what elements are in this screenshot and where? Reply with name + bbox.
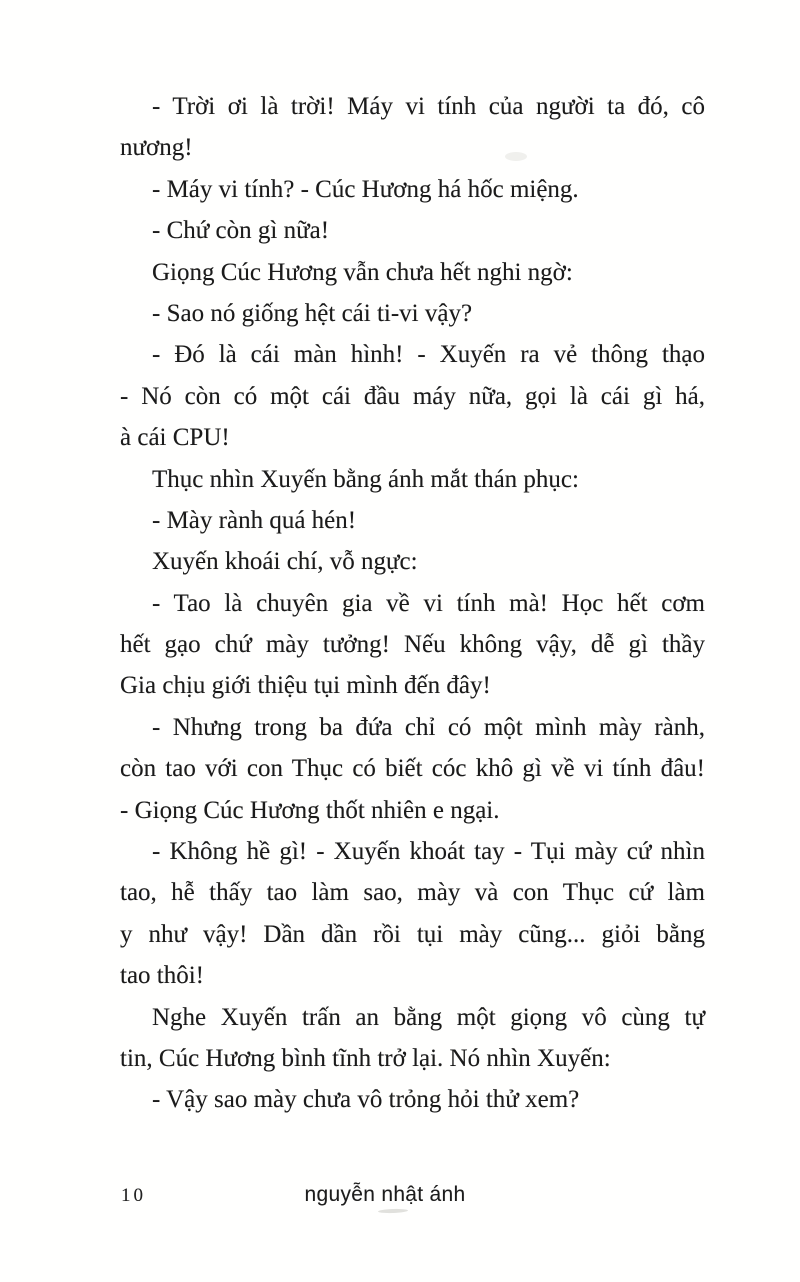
text-line: còn tao với con Thục có biết cóc khô gì về vi tính đâu! [120, 755, 705, 783]
running-footer-author: nguyễn nhật ánh [304, 1183, 466, 1206]
text-line: Nghe Xuyến trấn an bằng một giọng vô cùng tự [152, 1003, 705, 1031]
text-line: - Giọng Cúc Hương thốt nhiên e ngại. [120, 796, 500, 824]
text-line: tao, hễ thấy tao làm sao, mày và con Thục cứ làm [120, 879, 705, 907]
text-line: - Máy vi tính? - Cúc Hương há hốc miệng. [152, 175, 579, 203]
text-line: - Mày rành quá hén! [152, 506, 357, 534]
text-line: Gia chịu giới thiệu tụi mình đến đây! [120, 672, 491, 700]
text-line: Giọng Cúc Hương vẫn chưa hết nghi ngờ: [152, 258, 573, 286]
text-line: nương! [120, 134, 193, 162]
text-line: tin, Cúc Hương bình tĩnh trở lại. Nó nhìn Xuyến: [120, 1044, 611, 1072]
page-text [120, 86, 705, 1121]
text-line: - Không hề gì! - Xuyến khoát tay - Tụi mày cứ nhìn [152, 838, 705, 866]
text-line: y như vậy! Dần dần rồi tụi mày cũng... giỏi bằng [120, 920, 705, 948]
text-line: - Chứ còn gì nữa! [152, 217, 330, 245]
text-line: - Sao nó giống hệt cái ti-vi vậy? [152, 299, 473, 327]
text-line: hết gạo chứ mày tưởng! Nếu không vậy, dễ gì thầy [120, 631, 705, 659]
text-line: - Vậy sao mày chưa vô trỏng hỏi thử xem? [152, 1086, 580, 1114]
text-line: - Trời ơi là trời! Máy vi tính của người ta đó, cô [152, 93, 705, 120]
text-line: - Đó là cái màn hình! - Xuyến ra vẻ thông thạo [152, 341, 705, 369]
text-line: - Tao là chuyên gia về vi tính mà! Học hết cơm [152, 589, 705, 617]
text-line: Thục nhìn Xuyến bằng ánh mắt thán phục: [152, 465, 579, 493]
text-line: - Nhưng trong ba đứa chỉ có một mình mày rành, [152, 713, 705, 741]
scan-smudge [378, 1208, 408, 1213]
text-line: - Nó còn có một cái đầu máy nữa, gọi là cái gì há, [120, 382, 705, 410]
text-line: tao thôi! [120, 962, 205, 990]
text-line: Xuyến khoái chí, vỗ ngực: [152, 548, 418, 576]
page-number: 10 [121, 1185, 146, 1206]
text-line: à cái CPU! [120, 424, 230, 452]
